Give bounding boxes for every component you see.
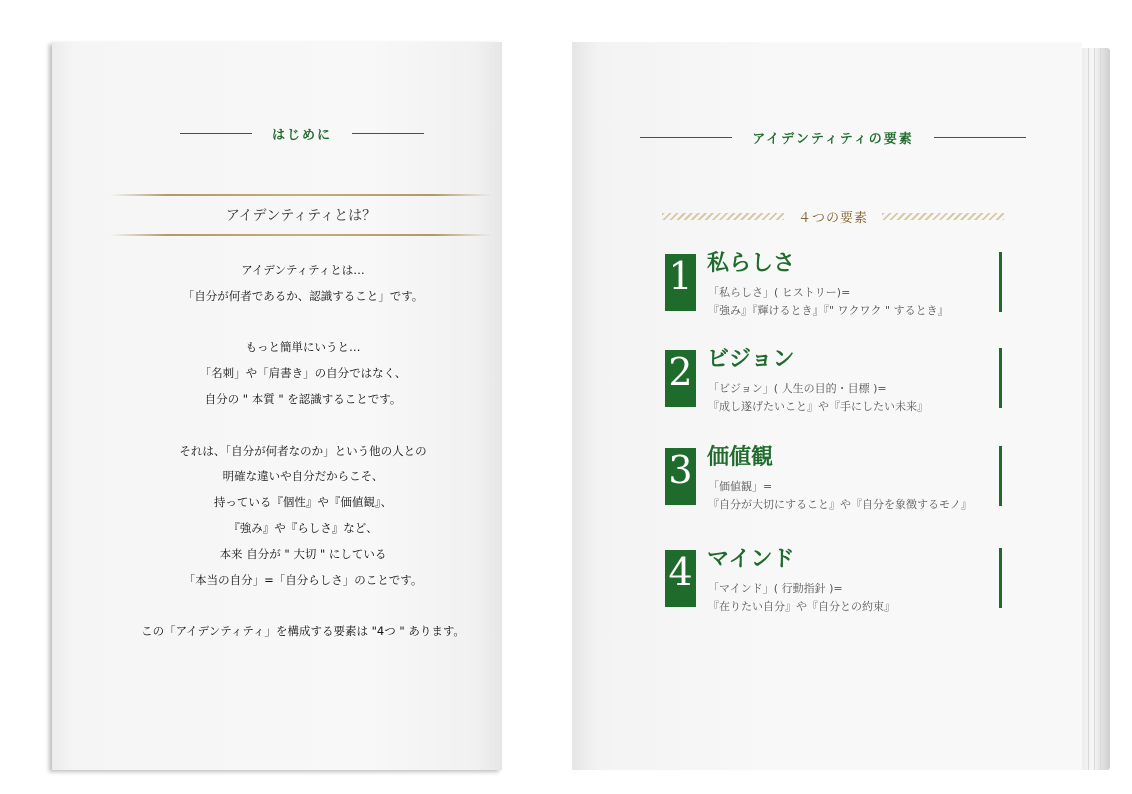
page-stack-edge	[1082, 48, 1110, 770]
body-line: 『強み』や『らしさ』など、	[228, 520, 378, 535]
title-rule-right	[934, 137, 1026, 138]
element-desc: 『成し遂げたいこと』や『手にしたい未来』	[708, 400, 928, 413]
four-elements-badge	[662, 206, 1004, 226]
element-desc: 『在りたい自分』や『自分との約束』	[708, 600, 895, 613]
body-line: 「本当の自分」=「自分らしさ」のことです。	[183, 572, 423, 587]
subheading-top-rule	[110, 194, 492, 196]
element-side-bar	[999, 548, 1002, 608]
body-line: それは、「自分が何者なのか」という他の人との	[179, 443, 427, 458]
title-rule-right	[352, 133, 424, 134]
body-line: もっと簡単にいうと…	[245, 340, 361, 355]
element-number: 2	[665, 350, 696, 407]
element-desc: 「価値観」=	[708, 480, 773, 493]
body-line: アイデンティティとは…	[241, 263, 365, 277]
left-section-title	[180, 124, 424, 143]
body-line: 持っている『個性』や『価値観』、	[213, 495, 393, 510]
left-section-title-text: はじめに	[271, 128, 332, 143]
element-side-bar	[999, 252, 1002, 312]
body-line: 明確な違いや自分だからこそ、	[222, 469, 384, 484]
body-line: 本来 自分が " 大切 " にしている	[219, 546, 387, 561]
body-line: 自分の " 本質 " を認識することです。	[204, 391, 402, 406]
element-number: 4	[665, 550, 696, 607]
element-desc: 「私らしさ」( ヒストリー)=	[708, 286, 851, 299]
intro-body	[112, 258, 494, 645]
body-line: 「名刺」や「肩書き」の自分ではなく、	[199, 366, 407, 381]
body-line: 「自分が何者であるか、認識すること」です。	[182, 288, 424, 303]
element-item	[665, 446, 1005, 510]
element-side-bar	[999, 348, 1002, 408]
element-desc: 『自分が大切にすること』や『自分を象徴するモノ』	[708, 498, 972, 511]
subheading-text: アイデンティティとは？	[225, 208, 377, 224]
badge-text: ４つの要素	[798, 210, 869, 226]
element-title: 価値観	[707, 445, 774, 470]
title-rule-left	[180, 133, 252, 134]
element-desc: 「ビジョン」( 人生の目的・目標 )=	[708, 382, 887, 395]
subheading-bottom-rule	[110, 234, 492, 236]
badge-hatch-left	[662, 213, 784, 220]
element-item	[665, 252, 1005, 316]
right-section-title-text: アイデンティティの要素	[752, 132, 914, 147]
badge-hatch-right	[882, 213, 1004, 220]
element-item	[665, 348, 1005, 412]
element-title: ビジョン	[707, 347, 795, 372]
right-section-title	[634, 128, 1032, 147]
element-side-bar	[999, 446, 1002, 506]
title-rule-left	[640, 137, 732, 138]
body-line: この「アイデンティティ」を構成する要素は "4つ " あります。	[141, 624, 465, 639]
element-item	[665, 548, 1005, 612]
element-desc: 『強み』『輝けるとき』『" ワクワク " するとき』	[708, 304, 949, 317]
subheading	[110, 194, 492, 236]
element-title: 私らしさ	[707, 251, 796, 276]
element-title: マインド	[707, 547, 795, 572]
element-number: 3	[665, 448, 696, 505]
element-number: 1	[665, 254, 696, 311]
element-desc: 「マインド」( 行動指針 )=	[708, 582, 843, 595]
